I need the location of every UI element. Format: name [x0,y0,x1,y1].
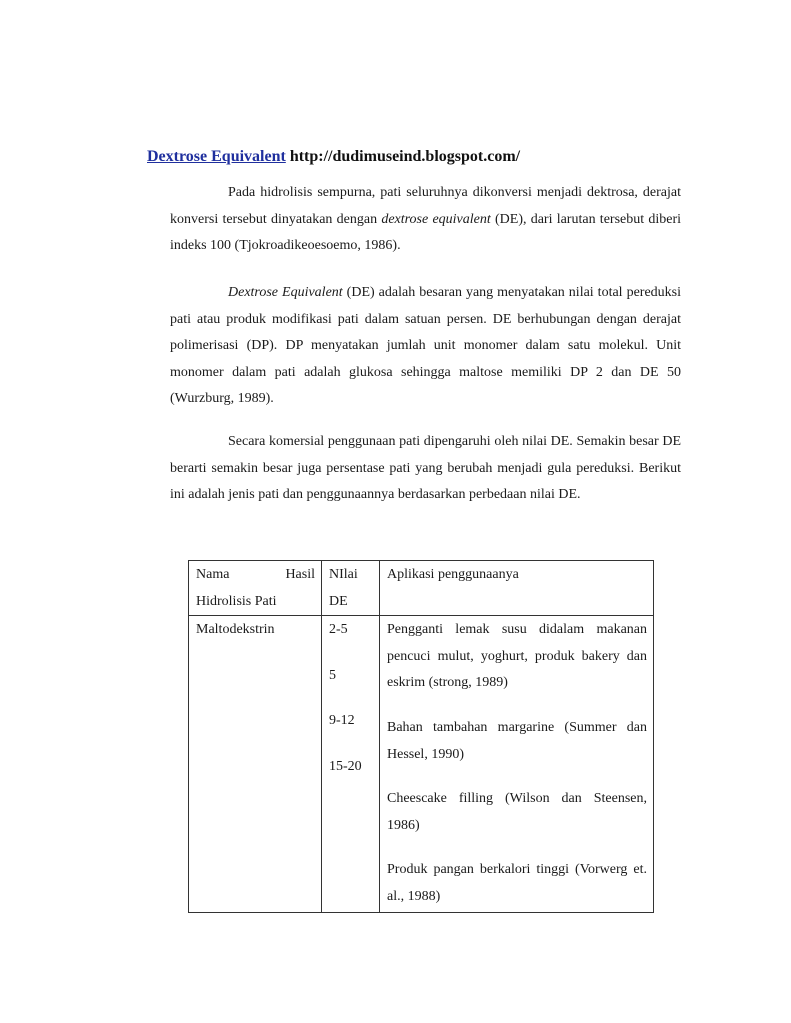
row-application-cell [380,616,654,913]
application-item: Bahan tambahan margarine (Summer dan Hessel, 1990) [387,719,647,762]
document-title [147,146,520,168]
title-link[interactable]: Dextrose Equivalent [147,148,286,165]
header-application-cell: Aplikasi penggunaanya [380,561,654,616]
de-usage-table [188,560,654,913]
row-de-cell [322,616,380,913]
de-value: 9-12 [329,713,355,729]
p2-italic-term: Dextrose Equivalent [228,285,343,300]
de-value: 15-20 [329,758,362,774]
header-name-cell [189,561,322,616]
de-value: 5 [329,667,336,683]
header-name-word2: Hasil [285,567,315,582]
header-name-line2: Hidrolisis Pati [196,593,277,609]
header-de-line2: DE [329,593,348,609]
header-name-word1: Nama [196,567,230,582]
table-header-row [189,561,654,616]
p1-text-b: (DE), dari larutan tersebut diberi indeks 100 (Tjokroadikeoesoemo, 1986). [170,211,682,254]
p3-text: Secara komersial penggunaan pati dipengaruhi oleh nilai DE. Semakin besar DE berarti semakin besar juga persentase pati yang berubah menjadi gula pereduksi. Berikut ini adalah jenis pati dan penggunaannya berdasarkan perbedaan nilai DE. [170,434,681,503]
header-name-line1 [196,562,315,589]
paragraph-commercial [170,429,681,509]
p1-text-a: Pada hidrolisis sempurna, pati seluruhnya dikonversi menjadi dektrosa, derajat konversi tersebut dinyatakan dengan [170,185,681,227]
header-de-cell [322,561,380,616]
header-de-line1: NIlai [329,567,358,582]
title-url: http://dudimuseind.blogspot.com/ [289,148,521,165]
application-item: Cheescake filling (Wilson dan Steensen, 1986) [387,791,647,833]
application-item: Produk pangan berkalori tinggi (Vorwerg et. al., 1988) [387,862,647,904]
p1-italic-term: dextrose equivalent [381,211,491,227]
application-item: Pengganti lemak susu didalam makanan pencuci mulut, yoghurt, produk bakery dan eskrim (strong, 1989) [387,622,647,691]
paragraph-hidrolisis [170,180,681,260]
paragraph-definition [170,280,681,413]
de-value: 2-5 [329,622,348,638]
p2-text-b: (DE) adalah besaran yang menyatakan nilai total pereduksi pati atau produk modifikasi pati dalam satuan persen. DE berhubungan dengan derajat polimerisasi (DP). DP menyatakan jumlah unit monomer dalam satu molekul. Unit monomer dalam pati adalah glukosa sehingga maltose memiliki DP 2 dan DE 50 (Wurzburg, 1989). [170,285,681,407]
row-name-cell: Maltodekstrin [189,616,322,913]
table-row [189,616,654,913]
